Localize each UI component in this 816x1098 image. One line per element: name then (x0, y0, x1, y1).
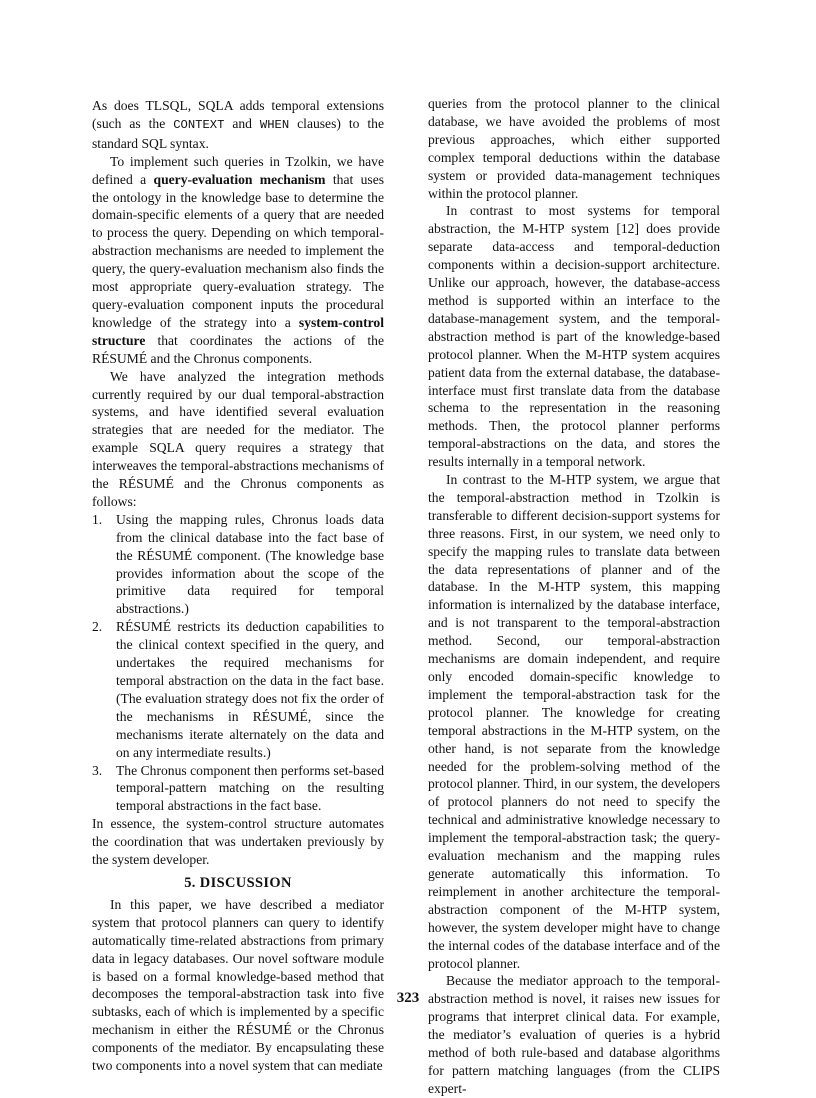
paragraph: queries from the protocol planner to the clinical database, we have avoided the problems of most previous approaches, which either supported complex temporal deductions within the database system or provided data-management techniques within the protocol planner. (428, 96, 720, 201)
page-number: 323 (396, 990, 420, 1006)
list-number: 3. (92, 762, 103, 778)
numbered-list (92, 511, 384, 815)
text-run: As does TLSQL, SQLA adds temporal extensions (such as the (92, 98, 384, 131)
list-number: 1. (92, 511, 103, 527)
right-column (428, 95, 720, 1098)
code-keyword: WHEN (259, 117, 290, 132)
bold-term: query-evaluation mechanism (153, 171, 326, 187)
text-run: that coordinates the actions of the RÉSUMÉ and the Chronus components. (92, 332, 384, 366)
paragraph: In contrast to most systems for temporal abstraction, the M-HTP system [12] does provide separate data-access and temporal-deduction components within a decision-support architecture. Unlike our approach, however, the database-access method is supported within an interface to the database-management system, and the temporal-abstraction method is part of the knowledge-based protocol planner. When the M-HTP system acquires patient data from the external database, the database-interface must first translate data from the database schema to the representation in the reasoning methods. Then, the protocol planner performs temporal-abstractions on the data, and stores the results internally in a temporal network. (428, 203, 720, 470)
paragraph: Because the mediator approach to the temporal-abstraction method is novel, it raises new issues for programs that interpret clinical data. For example, the mediator’s evaluation of queries is a hybrid method of both rule-based and database algorithms for pattern matching languages (from the CLIPS expert- (428, 973, 720, 1096)
list-text: Using the mapping rules, Chronus loads data from the clinical database into the fact base of the RÉSUMÉ component. (The knowledge base provides information about the scope of the primitive data required for temporal abstractions.) (116, 511, 384, 617)
paragraph: In contrast to the M-HTP system, we argue that the temporal-abstraction method in Tzolkin is transferable to different decision-support systems for three reasons. First, in our system, we need only to specify the mapping rules to translate data between the data representations of planner and of the database. In the M-HTP system, this mapping information is internalized by the database interface, and is not transparent to the temporal-abstraction method. Second, our temporal-abstraction mechanisms are domain independent, and require only encoded domain-specific knowledge to implement the temporal-abstraction task for the protocol planner. The knowledge for creating temporal abstractions in the M-HTP system, on the other hand, is not separate from the knowledge needed for the problem-solving method of the protocol planner. Third, in our system, the developers of protocol planners do not need to specify the technical and administrative knowledge necessary to implement the temporal-abstraction task; the query-evaluation mechanism and the mapping rules generate automatically this information. To reimplement in another architecture the temporal-abstraction component of the M-HTP system, however, the system developer might have to change the internal codes of the database interface and of the protocol planner. (428, 472, 720, 971)
list-number: 2. (92, 619, 103, 635)
list-text: RÉSUMÉ restricts its deduction capabilities to the clinical context specified in the query, and undertakes the required mechanisms for temporal abstraction on the data in the fact base. (The evaluation strategy does not fix the order of the mechanisms in RÉSUMÉ, since the mechanisms iterate alternately on the data and on any intermediate results.) (116, 619, 384, 760)
paragraph (92, 97, 384, 153)
paragraph (92, 153, 384, 368)
section-heading: 5. DISCUSSION (184, 874, 292, 891)
bold-term: system-control structure (92, 314, 384, 348)
text-run: and (224, 115, 260, 131)
list-text: The Chronus component then performs set-based temporal-pattern matching on the resulting temporal abstractions in the fact base. (116, 762, 384, 814)
left-column (92, 97, 384, 1075)
list-item (92, 511, 384, 618)
text-run: clauses) to the standard SQL syntax. (92, 115, 384, 151)
paragraph: We have analyzed the integration methods currently required by our dual temporal-abstraction systems, and have identified several evaluation strategies that are needed for the mediator. The example SQLA query requires a strategy that interweaves the temporal-abstractions mechanisms of the RÉSUMÉ and the Chronus components as follows: (92, 368, 384, 509)
code-keyword: CONTEXT (173, 117, 225, 132)
text-run: To implement such queries in Tzolkin, we have defined a (92, 153, 384, 187)
text-run: that uses the ontology in the knowledge base to determine the domain-specific elements of a query that are needed to process the query. Depending on which temporal-abstraction mechanisms are needed to implement the query, the query-evaluation mechanism also finds the most appropriate query-evaluation strategy. The query-evaluation component inputs the procedural knowledge of the strategy into a (92, 171, 385, 330)
list-item (92, 618, 384, 761)
paragraph: In this paper, we have described a mediator system that protocol planners can query to identify automatically time-related abstractions from primary data in legacy databases. Our novel software module is based on a formal knowledge-based method that decomposes the temporal-abstraction task into five subtasks, each of which is implemented by a specific mechanism in either the RÉSUMÉ or the Chronus components of the mediator. By encapsulating these two components into a novel system that can mediate (92, 896, 384, 1074)
paragraph: In essence, the system-control structure automates the coordination that was undertaken previously by the system developer. (92, 816, 384, 868)
list-item (92, 762, 384, 816)
